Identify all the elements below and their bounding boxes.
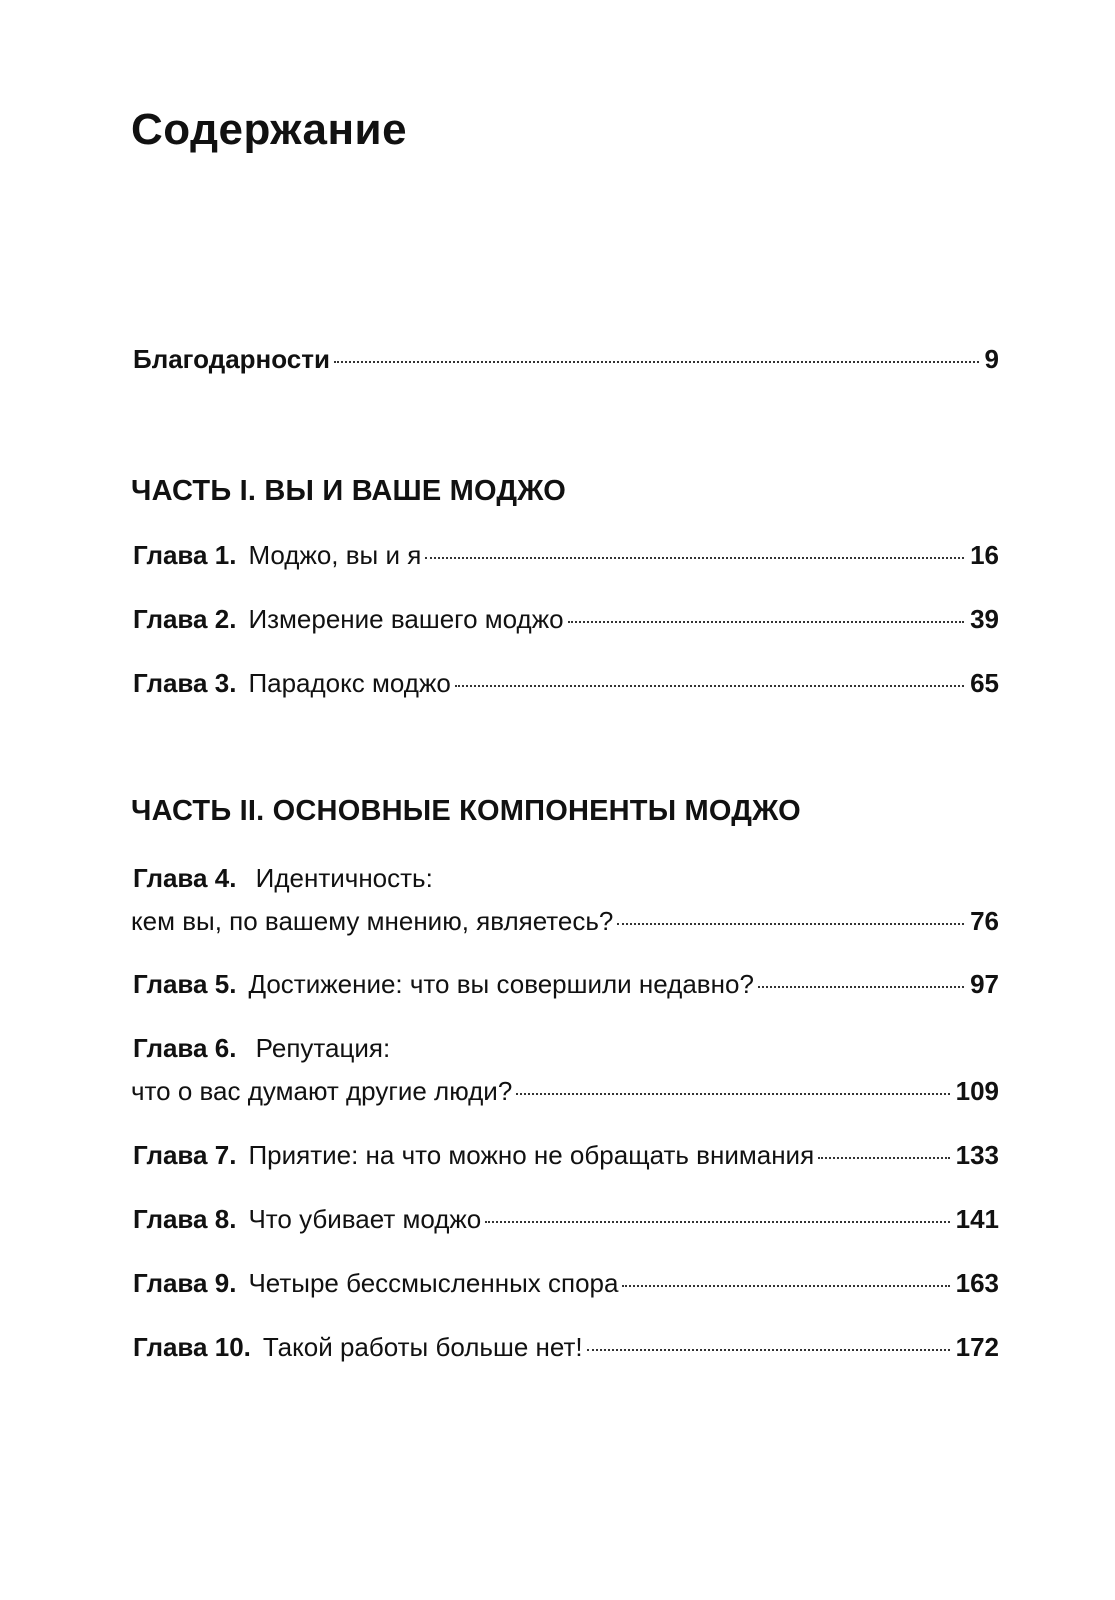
chapter-title: Такой работы больше нет! [262, 1332, 583, 1362]
toc-entry-chapter-10[interactable] [133, 1334, 999, 1360]
acknowledgments-label: Благодарности [133, 344, 330, 374]
toc-entry-chapter-8[interactable] [133, 1206, 999, 1232]
chapter-label: Глава 8. [133, 1204, 237, 1234]
chapter-title: Моджо, вы и я [248, 540, 422, 570]
page-number: 9 [984, 344, 999, 374]
dot-leader [516, 1093, 949, 1095]
toc-entry-chapter-4[interactable] [131, 908, 999, 934]
chapter-label: Глава 3. [133, 668, 237, 698]
dot-leader [617, 923, 964, 925]
dot-leader [334, 361, 979, 363]
part-title-1: ЧАСТЬ I. ВЫ И ВАШЕ МОДЖО [131, 475, 567, 507]
page-number: 76 [970, 906, 999, 936]
chapter-label: Глава 2. [133, 604, 237, 634]
chapter-title: Измерение вашего моджо [248, 604, 564, 634]
chapter-label: Глава 4. [133, 863, 237, 893]
chapter-label: Глава 10. [133, 1332, 251, 1362]
toc-entry-chapter-7[interactable] [133, 1142, 999, 1168]
toc-entry-chapter-9[interactable] [133, 1270, 999, 1296]
dot-leader [425, 557, 964, 559]
dot-leader [818, 1157, 949, 1159]
page-number: 172 [955, 1332, 999, 1362]
chapter-title: Идентичность: [255, 863, 433, 893]
chapter-title: Приятие: на что можно не обращать внимания [248, 1140, 815, 1170]
dot-leader [587, 1349, 950, 1351]
page-number: 16 [970, 540, 999, 570]
chapter-label: Глава 9. [133, 1268, 237, 1298]
chapter-title: Репутация: [255, 1033, 391, 1063]
dot-leader [455, 685, 964, 687]
page-number: 133 [955, 1140, 999, 1170]
chapter-label: Глава 6. [133, 1033, 237, 1063]
part-title-2: ЧАСТЬ II. ОСНОВНЫЕ КОМПОНЕНТЫ МОДЖО [131, 795, 801, 827]
page-number: 141 [955, 1204, 999, 1234]
toc-entry-chapter-6-heading[interactable] [133, 1035, 390, 1061]
dot-leader [568, 621, 965, 623]
toc-entry-acknowledgments[interactable] [133, 346, 999, 372]
dot-leader [758, 986, 964, 988]
page-number: 163 [955, 1268, 999, 1298]
chapter-title: Четыре бессмысленных спора [248, 1268, 619, 1298]
page-number: 109 [955, 1076, 999, 1106]
toc-entry-chapter-4-heading[interactable] [133, 865, 433, 891]
chapter-label: Глава 5. [133, 969, 237, 999]
chapter-label: Глава 1. [133, 540, 237, 570]
chapter-title: Парадокс моджо [248, 668, 451, 698]
chapter-title: Достижение: что вы совершили недавно? [248, 969, 754, 999]
toc-entry-chapter-1[interactable] [133, 542, 999, 568]
chapter-subtitle: кем вы, по вашему мнению, являетесь? [131, 906, 614, 936]
toc-entry-chapter-5[interactable] [133, 971, 999, 997]
toc-entry-chapter-6[interactable] [131, 1078, 999, 1104]
dot-leader [622, 1285, 949, 1287]
page-number: 65 [970, 668, 999, 698]
toc-entry-chapter-2[interactable] [133, 606, 999, 632]
toc-entry-chapter-3[interactable] [133, 670, 999, 696]
dot-leader [485, 1221, 949, 1223]
page-number: 39 [970, 604, 999, 634]
chapter-title: Что убивает моджо [248, 1204, 482, 1234]
page-title: Содержание [131, 105, 408, 154]
chapter-subtitle: что о вас думают другие люди? [131, 1076, 513, 1106]
chapter-label: Глава 7. [133, 1140, 237, 1170]
page-number: 97 [970, 969, 999, 999]
